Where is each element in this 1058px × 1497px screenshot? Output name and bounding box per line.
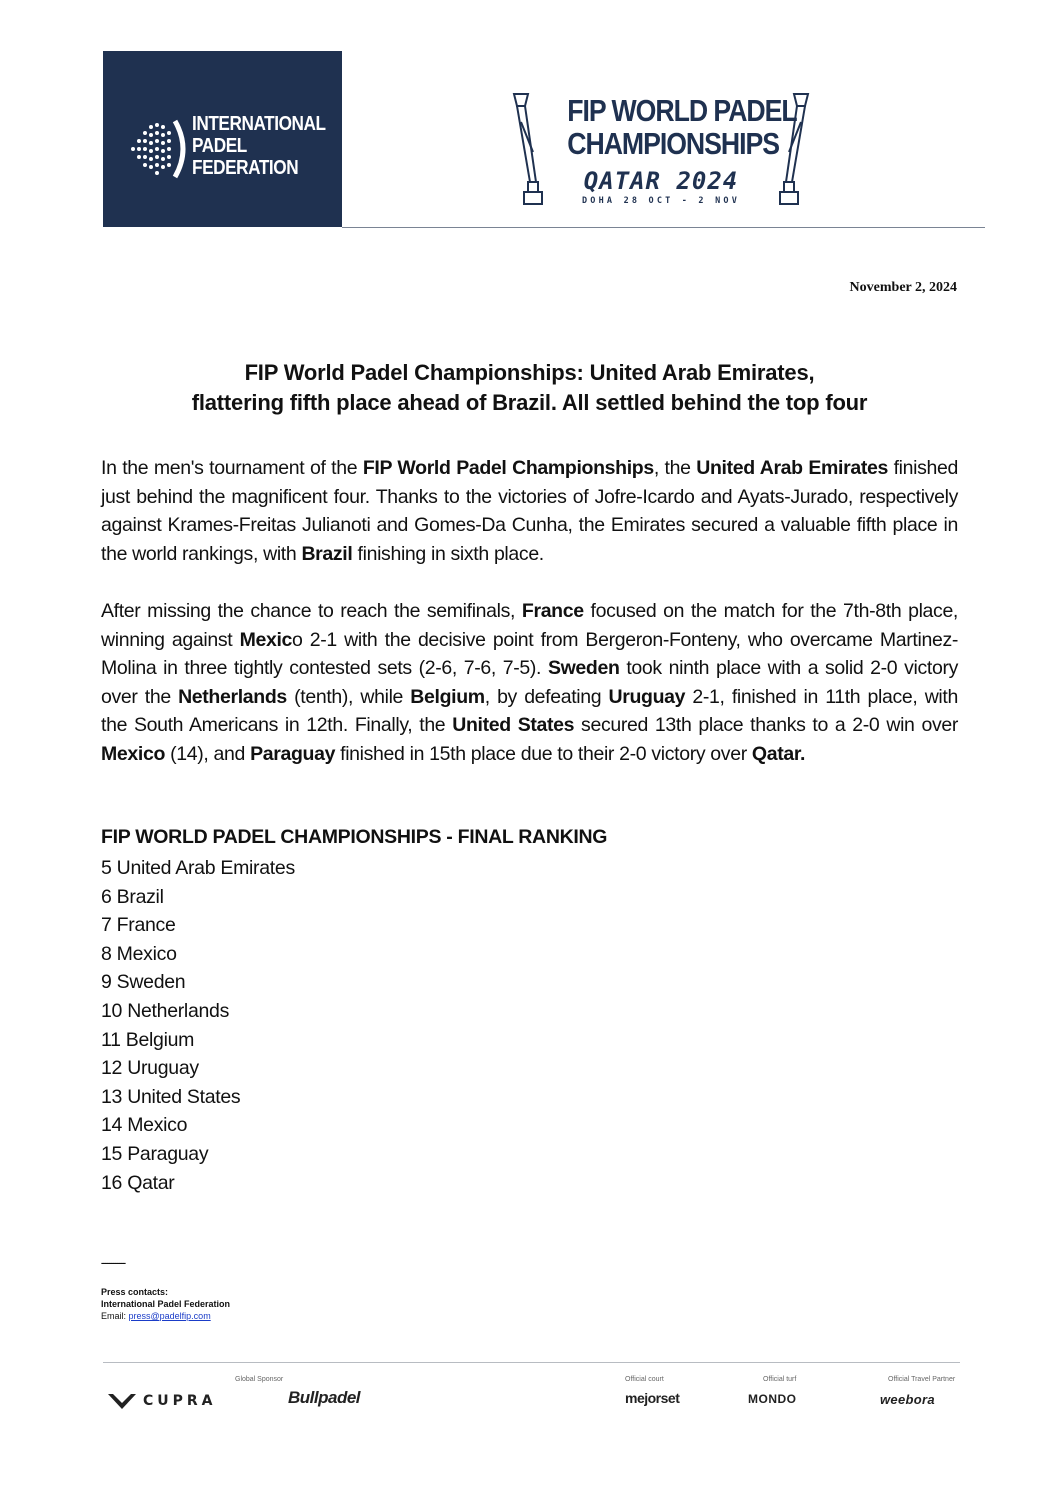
cupra-logo bbox=[107, 1390, 252, 1412]
email-label: Email: bbox=[101, 1311, 129, 1321]
ipf-dots-icon bbox=[129, 117, 189, 181]
ranking-item: 11 Belgium bbox=[101, 1028, 195, 1051]
press-contacts-label: Press contacts: bbox=[101, 1287, 169, 1297]
bold-run: United States bbox=[452, 714, 575, 736]
event-title-line1: FIP WORLD PADEL bbox=[567, 93, 797, 128]
cupra-icon bbox=[107, 1390, 137, 1412]
ipf-logo bbox=[103, 51, 342, 227]
header-divider bbox=[342, 227, 985, 228]
text-run: o 2-1 with the decisive point from Bergeron-Fonteny, who overcame Martinez-Molina in three tightly contested sets (2-6, 7-6, 7-5). bbox=[101, 628, 958, 679]
text-run: secured 13th place thanks to a 2-0 win over bbox=[574, 714, 958, 736]
text-run: (tenth), while bbox=[286, 685, 411, 708]
bold-run: Netherlands bbox=[178, 685, 287, 708]
bold-run: United Arab Emirates bbox=[696, 457, 888, 479]
ranking-item: 12 Uruguay bbox=[101, 1057, 199, 1080]
text-run: focused on the match for the 7th-8th place, winning against bbox=[101, 600, 959, 651]
cupra-wordmark: CUPRA bbox=[143, 1393, 217, 1409]
press-contacts bbox=[101, 1286, 230, 1322]
text-run: finished just behind the magnificent four. Thanks to the victories of Jofre-Icardo and Ayats-Jurado, respectively against Krames-Freitas Julianoti and Gomes-Da Cunha, the Emirates secured a valuable fifth place in the world rankings, with bbox=[101, 457, 959, 565]
ranking-item: 5 United Arab Emirates bbox=[101, 857, 295, 879]
event-dates: DOHA 28 OCT - 2 NOV bbox=[581, 196, 741, 206]
event-location: QATAR 2024 bbox=[583, 167, 739, 195]
bold-run: Belgium bbox=[410, 685, 485, 708]
global-sponsor-label: Global Sponsor bbox=[235, 1376, 284, 1383]
text-run: (14), and bbox=[165, 742, 251, 765]
separator: ------------ bbox=[101, 1258, 125, 1268]
text-run: finished in 15th place due to their 2-0 victory over bbox=[335, 742, 752, 765]
bold-run: Uruguay bbox=[608, 685, 686, 708]
ipf-line2: PADEL bbox=[192, 135, 247, 157]
text-run: finishing in sixth place. bbox=[352, 542, 544, 565]
article-title bbox=[101, 358, 958, 418]
bold-run: Mexico bbox=[101, 742, 166, 765]
text-run: In the men's tournament of the bbox=[101, 457, 363, 479]
footer-divider bbox=[103, 1362, 960, 1363]
ranking-item: 15 Paraguay bbox=[101, 1142, 209, 1165]
article-title-line2: flattering fifth place ahead of Brazil. All settled behind the top four bbox=[191, 390, 868, 415]
bold-run: Qatar. bbox=[751, 742, 806, 765]
ranking-item: 9 Sweden bbox=[101, 971, 186, 994]
bold-run: Paraguay bbox=[250, 742, 336, 765]
text-run: After missing the chance to reach the semifinals, bbox=[101, 600, 522, 622]
mondo-logo: MONDO bbox=[748, 1392, 797, 1406]
official-travel-label: Official Travel Partner bbox=[888, 1376, 956, 1383]
ranking-title: FIP WORLD PADEL CHAMPIONSHIPS - FINAL RANKING bbox=[101, 826, 608, 848]
ranking-item: 8 Mexico bbox=[101, 942, 177, 965]
text-run: , the bbox=[653, 457, 697, 479]
mejorset-logo: mejorset bbox=[625, 1390, 680, 1406]
ipf-wordmark bbox=[192, 113, 326, 179]
ipf-line1: INTERNATIONAL bbox=[192, 113, 326, 135]
bullpadel-logo: Bullpadel bbox=[288, 1388, 361, 1407]
ranking-item: 10 Netherlands bbox=[101, 999, 230, 1022]
paragraph-1 bbox=[101, 454, 958, 568]
text-run: 2-1, finished in 11th place, with the South Americans in 12th. Finally, the bbox=[101, 685, 958, 736]
article-title-line1: FIP World Padel Championships: United Arab Emirates, bbox=[244, 360, 815, 385]
press-release-date: November 2, 2024 bbox=[849, 280, 957, 295]
event-title-line2: CHAMPIONSHIPS bbox=[567, 126, 780, 161]
event-title bbox=[567, 93, 797, 161]
ranking-item: 13 United States bbox=[101, 1085, 241, 1108]
ranking-item: 16 Qatar bbox=[101, 1171, 175, 1194]
trophy-icon bbox=[510, 92, 550, 210]
bold-run: Sweden bbox=[547, 657, 620, 679]
ranking-list bbox=[101, 854, 295, 1197]
official-turf-label: Official turf bbox=[763, 1376, 797, 1383]
bold-run: France bbox=[521, 600, 584, 622]
ranking-item: 6 Brazil bbox=[101, 885, 164, 908]
text-run: took ninth place with a solid 2-0 victory over the bbox=[101, 657, 958, 708]
weebora-logo: weebora bbox=[880, 1392, 935, 1407]
press-contacts-org: International Padel Federation bbox=[101, 1299, 231, 1309]
bold-run: Brazil bbox=[301, 542, 353, 565]
text-run: , by defeating bbox=[484, 685, 609, 708]
bold-run: Mexic bbox=[239, 628, 293, 651]
event-logo bbox=[510, 92, 812, 210]
ipf-line3: FEDERATION bbox=[192, 157, 299, 179]
paragraph-2 bbox=[101, 597, 958, 768]
official-court-label: Official court bbox=[625, 1376, 664, 1383]
bold-run: FIP World Padel Championships bbox=[362, 457, 654, 479]
ranking-item: 14 Mexico bbox=[101, 1114, 188, 1137]
email-link[interactable]: press@padelfip.com bbox=[128, 1311, 211, 1321]
ranking-item: 7 France bbox=[101, 914, 176, 937]
